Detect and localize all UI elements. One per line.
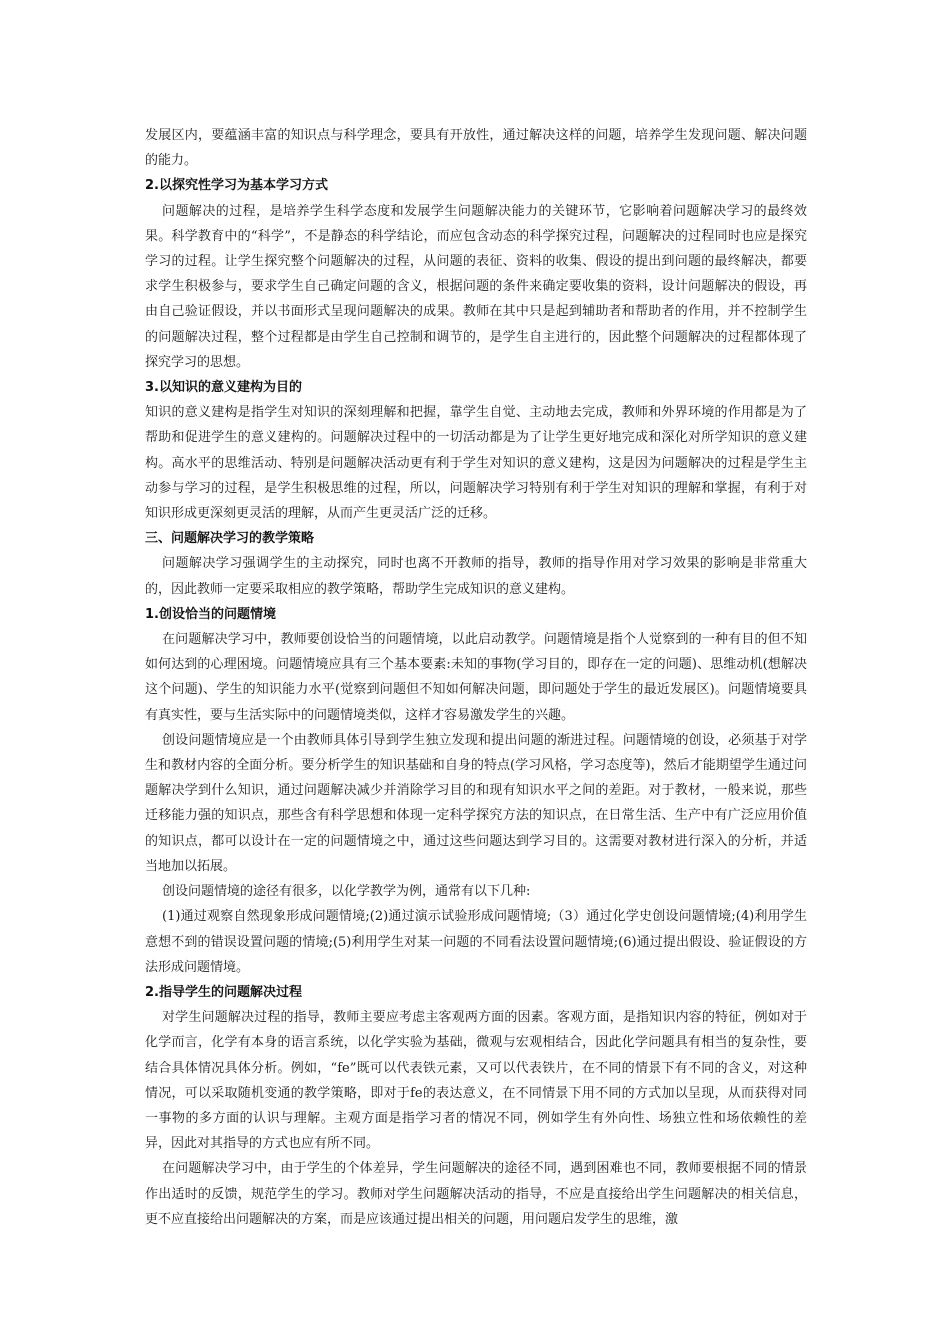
heading-meaning-construction: 3.以知识的意义建构为目的 [145,380,302,396]
paragraph-strategy: 问题解决学习强调学生的主动探究，同时也离不开教师的指导，教师的指导作用对学习效果的影响是非常重大的，因此教师一定要采取相应的教学策略，帮助学生完成知识的意义建构。 [145,556,807,597]
heading-inquiry-learning: 2.以探究性学习为基本学习方式 [145,178,328,194]
paragraph-inquiry: 问题解决的过程，是培养学生科学态度和发展学生问题解决能力的关键环节，它影响着问题解决学习的最终效果。科学教育中的“科学”，不是静态的科学结论，而应包含动态的科学探究过程，问题解决的过程同时也应是探究学习的过程。让学生探究整个问题解决的过程，从问题的表征、资料的收集、假设的提出到问题的最终解决，都要求学生积极参与，要求学生自己确定问题的含义，根据问题的条件来确定要收集的资料，设计问题解决的假设，再由自己验证假设，并以书面形式呈现问题解决的成果。教师在其中只是起到辅助者和帮助者的作用，并不控制学生的问题解决过程，整个过程都是由学生自己控制和调节的，是学生自主进行的，因此整个问题解决的过程都体现了探究学习的思想。 [145,203,807,370]
paragraph-situation-2: 创设问题情境应是一个由教师具体引导到学生独立发现和提出问题的渐进过程。问题情境的创设，必须基于对学生和教材内容的全面分析。要分析学生的知识基础和自身的特点(学习风格，学习态度等)，然后才能期望学生通过问题解决学到什么知识，通过问题解决减少并消除学习目的和现有知识水平之间的差距。对于教材，一般来说，那些迁移能力强的知识点，那些含有科学思想和体现一定科学探究方法的知识点，在日常生活、生产中有广泛应用价值的知识点，都可以设计在一定的问题情境之中，通过这些问题达到学习目的。这需要对教材进行深入的分析，并适当地加以拓展。 [145,732,807,874]
paragraph-construction: 知识的意义建构是指学生对知识的深刻理解和把握，靠学生自觉、主动地去完成，教师和外界环境的作用都是为了帮助和促进学生的意义建构的。问题解决过程中的一切活动都是为了让学生更好地完成和深化对所学知识的意义建构。高水平的思维活动、特别是问题解决活动更有利于学生对知识的意义建构，这是因为问题解决的过程是学生主动参与学习的过程，是学生积极思维的过程，所以，问题解决学习特别有利于学生对知识的理解和掌握，有利于对知识形成更深刻更灵活的理解，从而产生更灵活广泛的迁移。 [145,405,807,522]
paragraph-guide-2: 在问题解决学习中，由于学生的个体差异，学生问题解决的途径不同，遇到困难也不同，教师要根据不同的情景作出适时的反馈，规范学生的学习。教师对学生问题解决活动的指导，不应是直接给出学生问题解决的相关信息，更不应直接给出问题解决的方案，而是应该通过提出相关的问题，用问题启发学生的思维，激 [145,1161,807,1227]
paragraph-ways: 创设问题情境的途径有很多，以化学教学为例，通常有以下几种: [162,884,531,900]
paragraph-ways-list: (1)通过观察自然现象形成问题情境;(2)通过演示试验形成问题情境;（3）通过化学史创设问题情境;(4)利用学生意想不到的错误设置问题的情境;(5)利用学生对某一问题的不同看法设置问题情境;(6)通过提出假设、验证假设的方法形成问题情境。 [145,909,807,975]
heading-guide-process: 2.指导学生的问题解决过程 [145,984,302,1000]
document-page [145,123,807,1232]
heading-problem-situation: 1.创设恰当的问题情境 [145,606,276,622]
paragraph-intro: 发展区内，要蕴涵丰富的知识点与科学理念，要具有开放性，通过解决这样的问题，培养学生发现问题、解决问题的能力。 [145,128,807,169]
heading-teaching-strategy: 三、问题解决学习的教学策略 [145,531,315,547]
paragraph-guide-1: 对学生问题解决过程的指导，教师主要应考虑主客观两方面的因素。客观方面，是指知识内容的特征，例如对于化学而言，化学有本身的语言系统，以化学实验为基础，微观与宏观相结合，因此化学问题具有相当的复杂性，要结合具体情况具体分析。例如，“fe”既可以代表铁元素，又可以代表铁片，在不同的情景下有不同的含义，对这种情况，可以采取随机变通的教学策略，即对于fe的表达意义，在不同情景下用不同的方式加以呈现，从而获得对同一事物的多方面的认识与理解。主观方面是指学习者的情况不同，例如学生有外向性、场独立性和场依赖性的差异，因此对其指导的方式也应有所不同。 [145,1010,807,1152]
paragraph-situation-1: 在问题解决学习中，教师要创设恰当的问题情境，以此启动教学。问题情境是指个人觉察到的一种有目的但不知如何达到的心理困境。问题情境应具有三个基本要素:未知的事物(学习目的，即存在一定的问题)、思维动机(想解决这个问题)、学生的知识能力水平(觉察到问题但不知如何解决问题，即问题处于学生的最近发展区)。问题情境要具有真实性，要与生活实际中的问题情境类似，这样才容易激发学生的兴趣。 [145,632,807,723]
